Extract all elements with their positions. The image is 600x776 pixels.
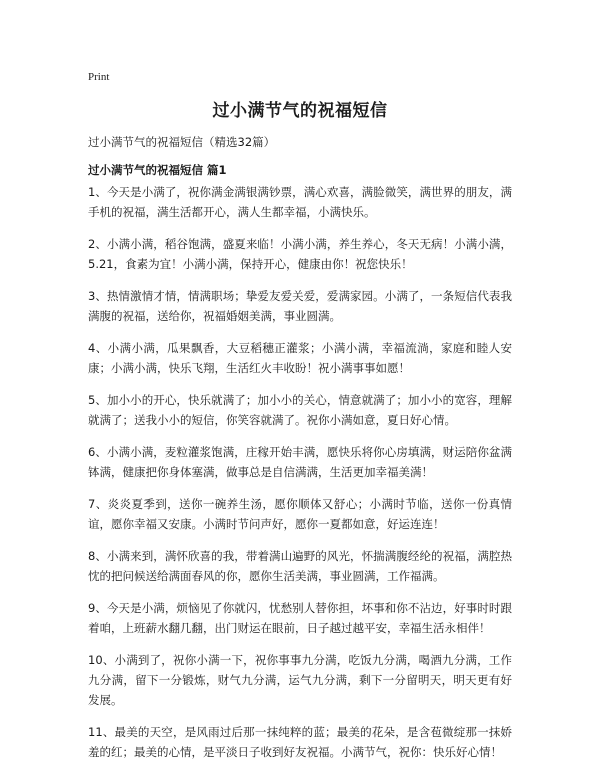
message-paragraph-2: 2、小满小满，稻谷饱满，盛夏来临！小满小满，养生养心，冬天无病！小满小满，5.21，食素为宜！小满小满，保持开心，健康由你！祝您快乐！ — [88, 237, 512, 271]
message-paragraph-7: 7、炎炎夏季到，送你一碗养生汤，愿你顺体又舒心；小满时节临，送你一份真情谊，愿你幸福又安康。小满时节问声好，愿你一夏都如意，好运连连！ — [88, 497, 512, 531]
message-paragraph-10: 10、小满到了，祝你小满一下，祝你事事九分满，吃饭九分满，喝酒九分满，工作九分满，留下一分锻炼，财气九分满，运气九分满，剩下一分留明天，明天更有好发展。 — [88, 653, 512, 707]
message-paragraph-6: 6、小满小满，麦粒灌浆饱满，庄稼开始丰满，愿快乐将你心房填满，财运陪你盆满钵满，健康把你身体塞满，做事总是自信满满，生活更加幸福美满！ — [88, 445, 512, 479]
message-paragraph-1: 1、今天是小满了，祝你满金满银满钞票，满心欢喜，满脸微笑，满世界的朋友，满手机的祝福，满生活都开心，满人生都幸福，小满快乐。 — [88, 185, 512, 219]
print-link[interactable]: Print — [88, 71, 110, 83]
message-paragraph-4: 4、小满小满，瓜果飘香，大豆稻穗正灌浆；小满小满，幸福流淌，家庭和睦人安康；小满小满，快乐飞翔，生活红火丰收盼！祝小满事事如愿！ — [88, 341, 512, 375]
message-paragraph-11: 11、最美的天空，是风雨过后那一抹纯粹的蓝；最美的花朵，是含苞微绽那一抹娇羞的红；最美的心情，是平淡日子收到好友祝福。小满节气，祝你：快乐好心情！ — [88, 725, 512, 759]
message-paragraph-8: 8、小满来到，满怀欣喜的我，带着满山遍野的风光，怀揣满腹经纶的祝福，满腔热忱的把问候送给满面春风的你，愿你生活美满，事业圆满，工作福满。 — [88, 549, 512, 583]
section-heading: 过小满节气的祝福短信 篇1 — [88, 163, 227, 177]
document-subtitle: 过小满节气的祝福短信（精选32篇） — [88, 135, 276, 149]
message-list — [88, 182, 512, 774]
document-title: 过小满节气的祝福短信 — [212, 101, 388, 121]
message-paragraph-3: 3、热情激情才情，情满职场；挚爱友爱关爱，爱满家园。小满了，一条短信代表我满腹的祝福，送给你，祝福婚姻美满，事业圆满。 — [88, 289, 512, 323]
message-paragraph-5: 5、加小小的开心，快乐就满了；加小小的关心，情意就满了；加小小的宽容，理解就满了；送我小小的短信，你笑容就满了。祝你小满如意，夏日好心情。 — [88, 393, 512, 427]
message-paragraph-9: 9、今天是小满，烦恼见了你就闪，忧愁别人替你担，坏事和你不沾边，好事时时跟着咱，上班薪水翻几翻，出门财运在眼前，日子越过越平安，幸福生活永相伴！ — [88, 601, 512, 635]
